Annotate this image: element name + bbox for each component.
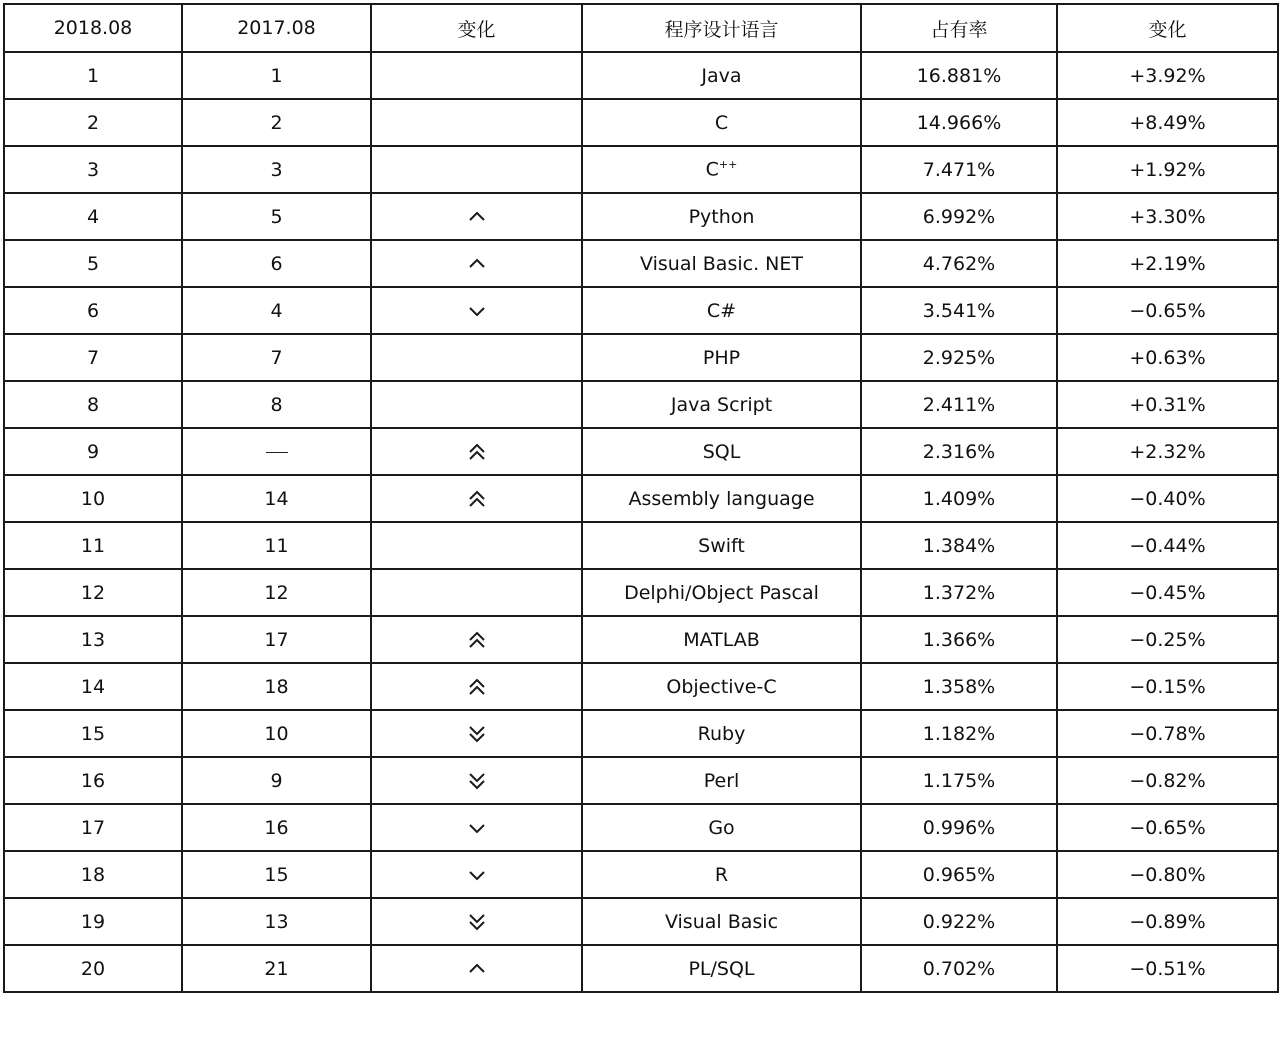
language-cell — [582, 663, 861, 710]
language-cell — [582, 945, 861, 992]
trend-cell — [371, 804, 582, 851]
language-name: Assembly language — [628, 487, 815, 510]
rank-2017-cell: 2 — [182, 99, 371, 146]
header-rank-2017: 2017.08 — [182, 4, 371, 52]
header-change: 变化 — [1057, 4, 1278, 52]
table-row — [4, 240, 1278, 287]
dash-icon — [266, 452, 288, 453]
language-name: Swift — [698, 534, 745, 557]
language-superscript: ++ — [718, 158, 738, 172]
share-cell: 0.965% — [861, 851, 1057, 898]
trend-cell — [371, 851, 582, 898]
share-cell: 0.996% — [861, 804, 1057, 851]
trend-cell — [371, 710, 582, 757]
share-cell: 1.409% — [861, 475, 1057, 522]
change-cell: +8.49% — [1057, 99, 1278, 146]
table-row — [4, 475, 1278, 522]
trend-cell — [371, 381, 582, 428]
share-cell: 3.541% — [861, 287, 1057, 334]
change-cell: −0.44% — [1057, 522, 1278, 569]
table-row — [4, 428, 1278, 475]
change-cell: −0.15% — [1057, 663, 1278, 710]
share-cell: 14.966% — [861, 99, 1057, 146]
trend-cell — [371, 193, 582, 240]
language-cell — [582, 851, 861, 898]
language-cell — [582, 52, 861, 99]
language-cell — [582, 428, 861, 475]
share-cell: 1.366% — [861, 616, 1057, 663]
language-cell — [582, 99, 861, 146]
rank-2017-cell: 4 — [182, 287, 371, 334]
change-cell: +0.31% — [1057, 381, 1278, 428]
rank-2017-cell: 15 — [182, 851, 371, 898]
language-cell — [582, 710, 861, 757]
language-cell — [582, 522, 861, 569]
share-cell: 1.182% — [861, 710, 1057, 757]
table-row — [4, 898, 1278, 945]
language-name: Java Script — [670, 393, 773, 416]
share-cell: 1.384% — [861, 522, 1057, 569]
language-cell — [582, 898, 861, 945]
chevron-down-icon — [466, 865, 488, 885]
share-cell: 7.471% — [861, 146, 1057, 193]
language-name: C# — [706, 299, 737, 322]
rank-2018-cell: 17 — [4, 804, 182, 851]
table-row — [4, 616, 1278, 663]
share-cell: 2.316% — [861, 428, 1057, 475]
change-cell: −0.45% — [1057, 569, 1278, 616]
share-cell: 0.702% — [861, 945, 1057, 992]
change-cell: +0.63% — [1057, 334, 1278, 381]
rank-2018-cell: 13 — [4, 616, 182, 663]
rank-2018-cell: 20 — [4, 945, 182, 992]
change-cell: −0.89% — [1057, 898, 1278, 945]
rank-2017-cell: 21 — [182, 945, 371, 992]
ranking-table — [3, 3, 1279, 993]
table-row — [4, 851, 1278, 898]
table-row — [4, 52, 1278, 99]
share-cell: 2.925% — [861, 334, 1057, 381]
language-cell — [582, 475, 861, 522]
table-row — [4, 663, 1278, 710]
table-row — [4, 945, 1278, 992]
language-name: PL/SQL — [688, 957, 755, 980]
table-row — [4, 193, 1278, 240]
change-cell: +2.19% — [1057, 240, 1278, 287]
language-name: Visual Basic — [664, 910, 779, 933]
table-row — [4, 334, 1278, 381]
language-cell — [582, 804, 861, 851]
double-chevron-up-icon — [466, 489, 488, 509]
rank-2017-cell: 17 — [182, 616, 371, 663]
rank-2018-cell: 18 — [4, 851, 182, 898]
share-cell: 1.372% — [861, 569, 1057, 616]
language-name: Java — [701, 64, 742, 87]
rank-2018-cell: 11 — [4, 522, 182, 569]
language-name: Python — [688, 205, 755, 228]
double-chevron-up-icon — [466, 630, 488, 650]
change-cell: −0.25% — [1057, 616, 1278, 663]
change-cell: +3.92% — [1057, 52, 1278, 99]
double-chevron-down-icon — [466, 912, 488, 932]
language-name: SQL — [702, 440, 741, 463]
rank-2017-cell: 14 — [182, 475, 371, 522]
language-name: C — [714, 111, 729, 134]
share-cell: 1.175% — [861, 757, 1057, 804]
rank-2017-cell: 1 — [182, 52, 371, 99]
table-row — [4, 381, 1278, 428]
rank-2017-cell: 5 — [182, 193, 371, 240]
rank-2018-cell: 5 — [4, 240, 182, 287]
rank-2018-cell: 2 — [4, 99, 182, 146]
change-cell: −0.82% — [1057, 757, 1278, 804]
rank-2017-cell — [182, 428, 371, 475]
table-row — [4, 146, 1278, 193]
language-cell — [582, 287, 861, 334]
rank-2017-cell: 3 — [182, 146, 371, 193]
language-name: Perl — [703, 769, 740, 792]
language-name: Delphi/Object Pascal — [624, 581, 819, 604]
language-cell — [582, 569, 861, 616]
trend-cell — [371, 475, 582, 522]
language-name: Ruby — [697, 722, 746, 745]
rank-2018-cell: 14 — [4, 663, 182, 710]
table-row — [4, 522, 1278, 569]
language-cell — [582, 757, 861, 804]
change-cell: −0.51% — [1057, 945, 1278, 992]
trend-cell — [371, 287, 582, 334]
share-cell: 0.922% — [861, 898, 1057, 945]
change-cell: −0.78% — [1057, 710, 1278, 757]
trend-cell — [371, 757, 582, 804]
change-cell: −0.40% — [1057, 475, 1278, 522]
rank-2017-cell: 10 — [182, 710, 371, 757]
rank-2018-cell: 4 — [4, 193, 182, 240]
table-body — [4, 52, 1278, 992]
trend-cell — [371, 240, 582, 287]
table-row — [4, 710, 1278, 757]
share-cell: 2.411% — [861, 381, 1057, 428]
rank-2017-cell: 9 — [182, 757, 371, 804]
table-row — [4, 757, 1278, 804]
language-cell — [582, 240, 861, 287]
rank-2017-cell: 6 — [182, 240, 371, 287]
change-cell: −0.65% — [1057, 804, 1278, 851]
chevron-up-icon — [466, 959, 488, 979]
rank-2017-cell: 12 — [182, 569, 371, 616]
rank-2018-cell: 9 — [4, 428, 182, 475]
double-chevron-up-icon — [466, 677, 488, 697]
trend-cell — [371, 334, 582, 381]
double-chevron-down-icon — [466, 724, 488, 744]
trend-cell — [371, 898, 582, 945]
trend-cell — [371, 616, 582, 663]
trend-cell — [371, 52, 582, 99]
header-trend: 变化 — [371, 4, 582, 52]
trend-cell — [371, 146, 582, 193]
trend-cell — [371, 569, 582, 616]
chevron-up-icon — [466, 254, 488, 274]
trend-cell — [371, 522, 582, 569]
language-name: C — [705, 158, 719, 181]
chevron-down-icon — [466, 818, 488, 838]
trend-cell — [371, 428, 582, 475]
rank-2017-cell: 7 — [182, 334, 371, 381]
language-name: MATLAB — [683, 628, 760, 651]
language-name: Objective-C — [666, 675, 777, 698]
share-cell: 6.992% — [861, 193, 1057, 240]
language-name: Go — [708, 816, 735, 839]
rank-2018-cell: 16 — [4, 757, 182, 804]
rank-2018-cell: 8 — [4, 381, 182, 428]
change-cell: −0.80% — [1057, 851, 1278, 898]
rank-2017-cell: 11 — [182, 522, 371, 569]
rank-2017-cell: 16 — [182, 804, 371, 851]
header-row — [4, 4, 1278, 52]
share-cell: 16.881% — [861, 52, 1057, 99]
trend-cell — [371, 945, 582, 992]
double-chevron-up-icon — [466, 442, 488, 462]
rank-2018-cell: 15 — [4, 710, 182, 757]
language-cell — [582, 616, 861, 663]
rank-2018-cell: 12 — [4, 569, 182, 616]
change-cell: +1.92% — [1057, 146, 1278, 193]
rank-2017-cell: 13 — [182, 898, 371, 945]
language-name: R — [714, 863, 729, 886]
chevron-down-icon — [466, 301, 488, 321]
language-cell — [582, 381, 861, 428]
rank-2017-cell: 8 — [182, 381, 371, 428]
table-row — [4, 804, 1278, 851]
table-row — [4, 99, 1278, 146]
language-name: PHP — [702, 346, 741, 369]
change-cell: +2.32% — [1057, 428, 1278, 475]
rank-2018-cell: 3 — [4, 146, 182, 193]
double-chevron-down-icon — [466, 771, 488, 791]
language-cell — [582, 334, 861, 381]
rank-2017-cell: 18 — [182, 663, 371, 710]
rank-2018-cell: 10 — [4, 475, 182, 522]
header-language: 程序设计语言 — [582, 4, 861, 52]
language-name: Visual Basic. NET — [640, 252, 803, 275]
header-rank-2018: 2018.08 — [4, 4, 182, 52]
trend-cell — [371, 99, 582, 146]
table-row — [4, 569, 1278, 616]
trend-cell — [371, 663, 582, 710]
rank-2018-cell: 6 — [4, 287, 182, 334]
language-cell — [582, 193, 861, 240]
share-cell: 1.358% — [861, 663, 1057, 710]
change-cell: −0.65% — [1057, 287, 1278, 334]
rank-2018-cell: 7 — [4, 334, 182, 381]
rank-2018-cell: 19 — [4, 898, 182, 945]
chevron-up-icon — [466, 207, 488, 227]
table-row — [4, 287, 1278, 334]
language-cell — [582, 146, 861, 193]
header-share: 占有率 — [861, 4, 1057, 52]
change-cell: +3.30% — [1057, 193, 1278, 240]
share-cell: 4.762% — [861, 240, 1057, 287]
rank-2018-cell: 1 — [4, 52, 182, 99]
